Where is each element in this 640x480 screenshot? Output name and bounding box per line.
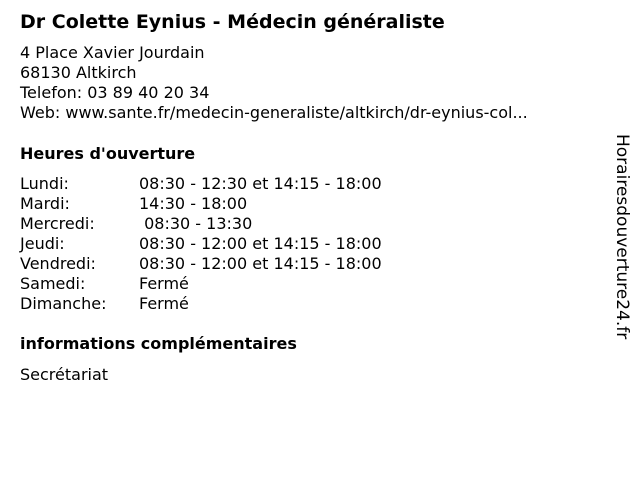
day-label: Mercredi: xyxy=(20,214,95,233)
address-block xyxy=(20,43,528,123)
day-hours: 08:30 - 12:00 et 14:15 - 18:00 xyxy=(139,254,382,273)
website-link[interactable]: Web: www.sante.fr/medecin-generaliste/altkirch/dr-eynius-col... xyxy=(20,103,528,122)
day-label: Mardi: xyxy=(20,194,70,213)
day-hours: 08:30 - 12:30 et 14:15 - 18:00 xyxy=(139,174,382,193)
page-title: Dr Colette Eynius - Médecin généraliste xyxy=(20,11,445,33)
additional-info-heading: informations complémentaires xyxy=(20,334,297,353)
city-postal-code: 68130 Altkirch xyxy=(20,63,137,82)
day-hours: Fermé xyxy=(139,294,189,313)
day-label: Samedi: xyxy=(20,274,86,293)
site-watermark: Horairesdouverture24.fr xyxy=(612,134,632,340)
day-hours: Fermé xyxy=(139,274,189,293)
day-label: Jeudi: xyxy=(20,234,65,253)
day-hours: 08:30 - 12:00 et 14:15 - 18:00 xyxy=(139,234,382,253)
day-label: Vendredi: xyxy=(20,254,96,273)
day-hours: 08:30 - 13:30 xyxy=(139,214,253,233)
opening-hours-heading: Heures d'ouverture xyxy=(20,144,196,163)
day-label: Dimanche: xyxy=(20,294,107,313)
phone-number: Telefon: 03 89 40 20 34 xyxy=(20,83,210,102)
day-hours: 14:30 - 18:00 xyxy=(139,194,248,213)
day-label: Lundi: xyxy=(20,174,69,193)
additional-info-text: Secrétariat xyxy=(20,365,109,384)
street-address: 4 Place Xavier Jourdain xyxy=(20,43,205,62)
